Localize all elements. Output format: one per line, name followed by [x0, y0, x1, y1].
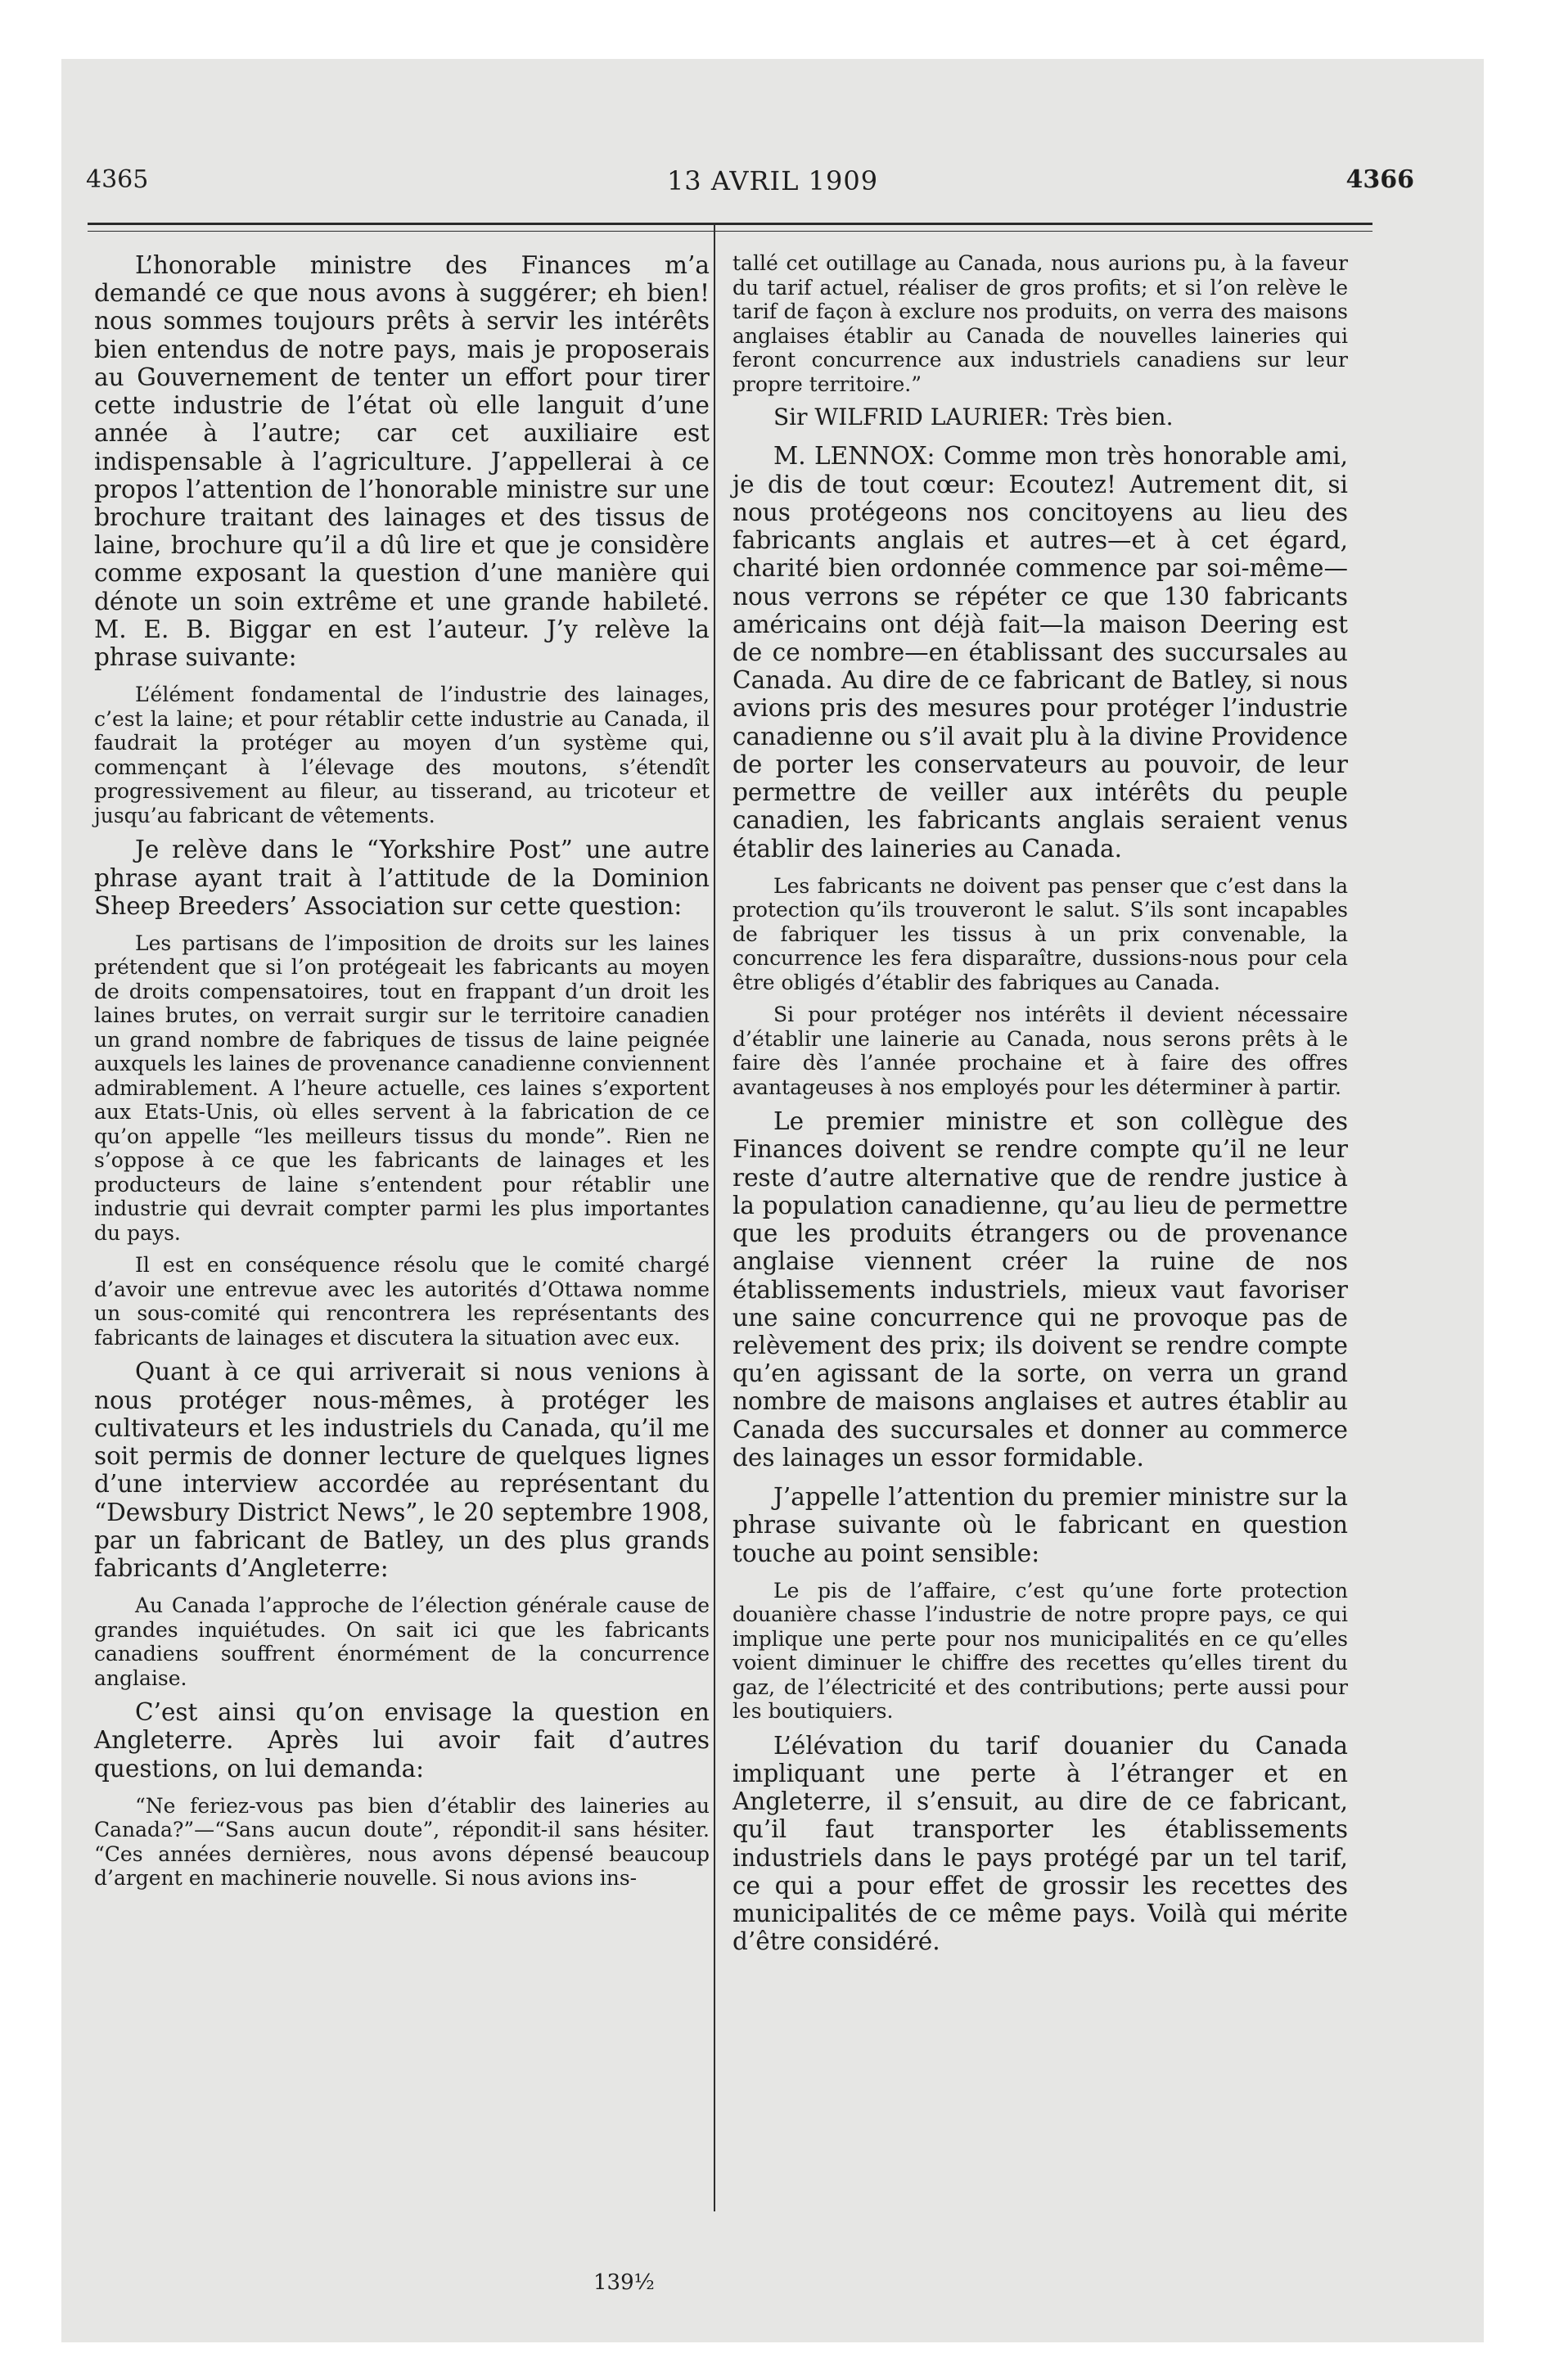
paragraph: L’élévation du tarif douanier du Canada impliquant une perte à l’étranger et en Angleterre, il s’ensuit, au dire de ce fabricant, qu’il faut transporter les établissements industriels dans le pays protégé par un tel tarif, ce qui a pour effet de grossir les recettes des municipalités de ce même pays. Voilà qui mérite d’être considéré.: [732, 1731, 1348, 1956]
quoted-paragraph: Les fabricants ne doivent pas penser que c’est dans la protection qu’ils trouveront le salut. S’ils sont incapables de fabriquer les tissus à un prix convenable, la concurrence les fera disparaître, dussions-nous pour cela être obligés d’établir des fabriques au Canada.: [732, 873, 1348, 994]
quoted-paragraph: Si pour protéger nos intérêts il devient nécessaire d’établir une lainerie au Canada, nous serons prêts à le faire dès l’année prochaine et à faire des offres avantageuses à nos employés pour les déterminer à partir.: [732, 1003, 1348, 1099]
column-divider: [714, 223, 715, 2211]
speaker-line: Sir WILFRID LAURIER: Très bien.: [773, 403, 1174, 430]
quoted-paragraph: Le pis de l’affaire, c’est qu’une forte protection douanière chasse l’industrie de notre propre pays, ce qui implique une perte pour nos municipalités en ce qu’elles voient diminuer le chiffre des recettes qu’elles tirent du gaz, de l’électricité et des contributions; perte aussi pour les boutiquiers.: [732, 1578, 1348, 1724]
page-number-right: 4366: [1345, 165, 1414, 194]
left-column: [94, 251, 710, 1899]
folio-number: 139½: [593, 2270, 655, 2295]
quoted-paragraph: “Ne feriez-vous pas bien d’établir des laineries au Canada?”—“Sans aucun doute”, répondit-il sans hésiter. “Ces années dernières, nous avons dépensé beaucoup d’argent en machinerie nouvelle. Si nous avions ins-: [94, 1793, 710, 1891]
quoted-paragraph: Il est en conséquence résolu que le comité chargé d’avoir une entrevue avec les autorités d’Ottawa nomme un sous-comité qui rencontrera les représentants des fabricants de lainages et discutera la situation avec eux.: [94, 1253, 710, 1350]
right-column: [732, 251, 1348, 1968]
paragraph: C’est ainsi qu’on envisage la question en Angleterre. Après lui avoir fait d’autres questions, on lui demanda:: [94, 1698, 710, 1783]
header-rule-thin: [88, 231, 1372, 232]
quoted-paragraph: L’élément fondamental de l’industrie des lainages, c’est la laine; et pour rétablir cette industrie au Canada, il faudrait la protéger au moyen d’un système qui, commençant à l’élevage des moutons, s’étendît progressivement au fileur, au tisserand, au tricoteur et jusqu’au fabricant de vêtements.: [94, 683, 710, 827]
quoted-paragraph: tallé cet outillage au Canada, nous aurions pu, à la faveur du tarif actuel, réaliser de gros profits; et si l’on relève le tarif de façon à exclure nos produits, on verra des maisons anglaises établir au Canada de nouvelles laineries qui feront concurrence aux industriels canadiens sur leur propre territoire.”: [732, 251, 1348, 396]
page-date: 13 AVRIL 1909: [666, 165, 879, 196]
paragraph: Le premier ministre et son collègue des Finances doivent se rendre compte qu’il ne leur reste d’autre alternative que de rendre justice à la population canadienne, qu’au lieu de permettre que les produits étrangers ou de provenance anglaise viennent créer la ruine de nos établissements industriels, mieux vaut favoriser une saine concurrence qui ne provoque pas de relèvement des prix; ils doivent se rendre compte qu’en agissant de la sorte, on verra un grand nombre de maisons anglaises et autres établir au Canada des succursales et donner au commerce des lainages un essor formidable.: [732, 1107, 1348, 1472]
scanned-page: [61, 59, 1484, 2342]
paragraph: J’appelle l’attention du premier ministre sur la phrase suivante où le fabricant en question touche au point sensible:: [732, 1483, 1348, 1567]
page-number-left: 4365: [86, 165, 149, 194]
quoted-paragraph: Au Canada l’approche de l’élection générale cause de grandes inquiétudes. On sait ici que les fabricants canadiens souffrent énormément de la concurrence anglaise.: [94, 1593, 710, 1690]
paragraph: Je relève dans le “Yorkshire Post” une autre phrase ayant trait à l’attitude de la Dominion Sheep Breeders’ Association sur cette question:: [94, 836, 710, 920]
page-header: [61, 59, 1484, 206]
header-rule-thick: [88, 223, 1372, 225]
quoted-paragraph: Les partisans de l’imposition de droits sur les laines prétendent que si l’on protégeait les fabricants au moyen de droits compensatoires, tout en frappant d’un droit les laines brutes, on verrait surgir sur le territoire canadien un grand nombre de fabriques de tissus de laine peignée auxquels les laines de provenance canadienne conviennent admirablement. A l’heure actuelle, ces laines s’exportent aux Etats-Unis, où elles servent à la fabrication de ce qu’on appelle “les meilleurs tissus du monde”. Rien ne s’oppose à ce que les fabricants de lainages et les producteurs de laine s’entendent pour rétablir une industrie qui devrait compter parmi les plus importantes du pays.: [94, 931, 710, 1245]
paragraph: Quant à ce qui arriverait si nous venions à nous protéger nous-mêmes, à protéger les cultivateurs et les industriels du Canada, qu’il me soit permis de donner lecture de quelques lignes d’une interview accordée au représentant du “Dewsbury District News”, le 20 septembre 1908, par un fabricant de Batley, un des plus grands fabricants d’Angleterre:: [94, 1358, 710, 1582]
paragraph: L’honorable ministre des Finances m’a demandé ce que nous avons à suggérer; eh bien! nous sommes toujours prêts à servir les intérêts bien entendus de notre pays, mais je proposerais au Gouvernement de tenter un effort pour tirer cette industrie de l’état où elle languit d’une année à l’autre; car cet auxiliaire est indispensable à l’agriculture. J’appellerai à ce propos l’attention de l’honorable ministre sur une brochure traitant des lainages et des tissus de laine, brochure qu’il a dû lire et que je considère comme exposant la question d’une manière qui dénote un soin extrême et une grande habileté. M. E. B. Biggar en est l’auteur. J’y relève la phrase suivante:: [94, 251, 710, 672]
paragraph: M. LENNOX: Comme mon très honorable ami, je dis de tout cœur: Ecoutez! Autrement dit, si nous protégeons nos concitoyens au lieu des fabricants anglais et autres—et à cet égard, charité bien ordonnée commence par soi-même—nous verrons se répéter ce que 130 fabricants américains ont déjà fait—la maison Deering est de ce nombre—en établissant des succursales au Canada. Au dire de ce fabricant de Batley, si nous avions pris des mesures pour protéger l’industrie canadienne ou s’il avait plu à la divine Providence de porter les conservateurs au pouvoir, de leur permettre de veiller aux intérêts du peuple canadien, les fabricants anglais seraient venus établir des laineries au Canada.: [732, 442, 1348, 863]
